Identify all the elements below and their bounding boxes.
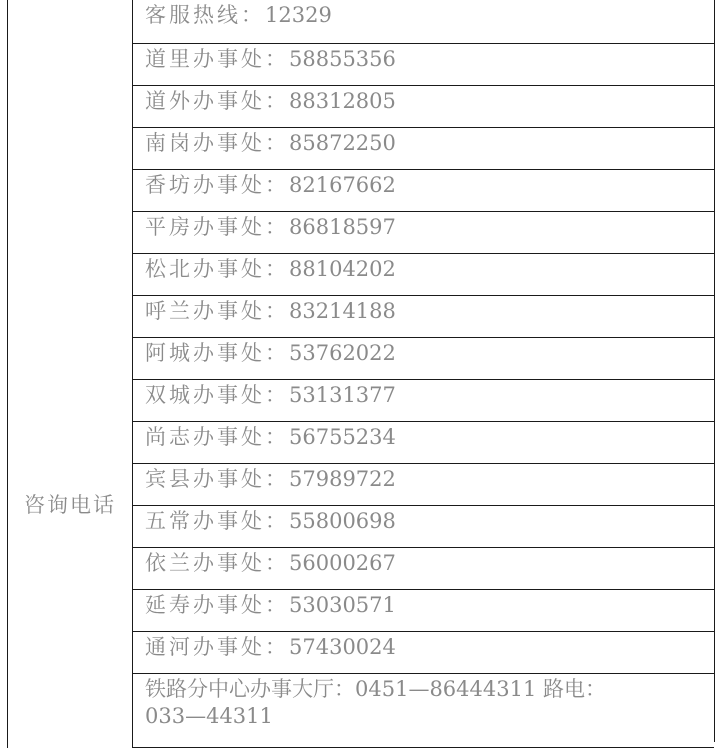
table-row — [133, 380, 714, 422]
office-phone: 56000267 — [289, 551, 396, 575]
office-name: 南岗办事处： — [145, 131, 289, 155]
railway-line-1: 铁路分中心办事大厅：0451—86444311 路电： — [145, 677, 607, 701]
table-row — [133, 548, 714, 590]
office-phone: 57989722 — [289, 467, 396, 491]
office-phone: 53030571 — [289, 593, 396, 617]
office-phone: 85872250 — [289, 131, 396, 155]
office-phone: 58855356 — [289, 47, 396, 71]
office-name: 松北办事处： — [145, 257, 289, 281]
office-name: 依兰办事处： — [145, 551, 289, 575]
office-phone: 88312805 — [289, 89, 396, 113]
railway-line-2: 033—44311 — [145, 704, 273, 728]
phone-list — [133, 0, 714, 748]
office-phone: 83214188 — [289, 299, 396, 323]
table-right-border — [714, 0, 715, 742]
office-phone: 53131377 — [289, 383, 396, 407]
table-row — [133, 632, 714, 674]
office-name: 香坊办事处： — [145, 173, 289, 197]
office-name: 呼兰办事处： — [145, 299, 289, 323]
label-cell — [8, 0, 132, 748]
table-row — [133, 128, 714, 170]
table-row — [133, 590, 714, 632]
office-phone: 88104202 — [289, 257, 396, 281]
consultation-phone-label: 咨询电话 — [24, 493, 116, 517]
table-row — [133, 254, 714, 296]
office-phone: 55800698 — [289, 509, 396, 533]
office-phone: 57430024 — [289, 635, 396, 659]
table-row — [133, 170, 714, 212]
table-row — [133, 296, 714, 338]
office-phone: 53762022 — [289, 341, 396, 365]
office-name: 通河办事处： — [145, 635, 289, 659]
table-row — [133, 506, 714, 548]
table-row — [133, 86, 714, 128]
office-name: 平房办事处： — [145, 215, 289, 239]
office-phone: 56755234 — [289, 425, 396, 449]
office-name: 道里办事处： — [145, 47, 289, 71]
table-row — [133, 0, 714, 44]
office-name: 延寿办事处： — [145, 593, 289, 617]
office-name: 双城办事处： — [145, 383, 289, 407]
office-name: 宾县办事处： — [145, 467, 289, 491]
table-row — [133, 44, 714, 86]
table-row — [133, 338, 714, 380]
table-row-railway — [133, 674, 714, 748]
office-phone: 12329 — [265, 3, 332, 27]
office-name: 尚志办事处： — [145, 425, 289, 449]
office-name: 道外办事处： — [145, 89, 289, 113]
table-row — [133, 422, 714, 464]
office-phone: 82167662 — [289, 173, 396, 197]
office-name: 客服热线： — [145, 3, 265, 27]
office-name: 五常办事处： — [145, 509, 289, 533]
office-phone: 86818597 — [289, 215, 396, 239]
table-row — [133, 464, 714, 506]
table-row — [133, 212, 714, 254]
office-name: 阿城办事处： — [145, 341, 289, 365]
